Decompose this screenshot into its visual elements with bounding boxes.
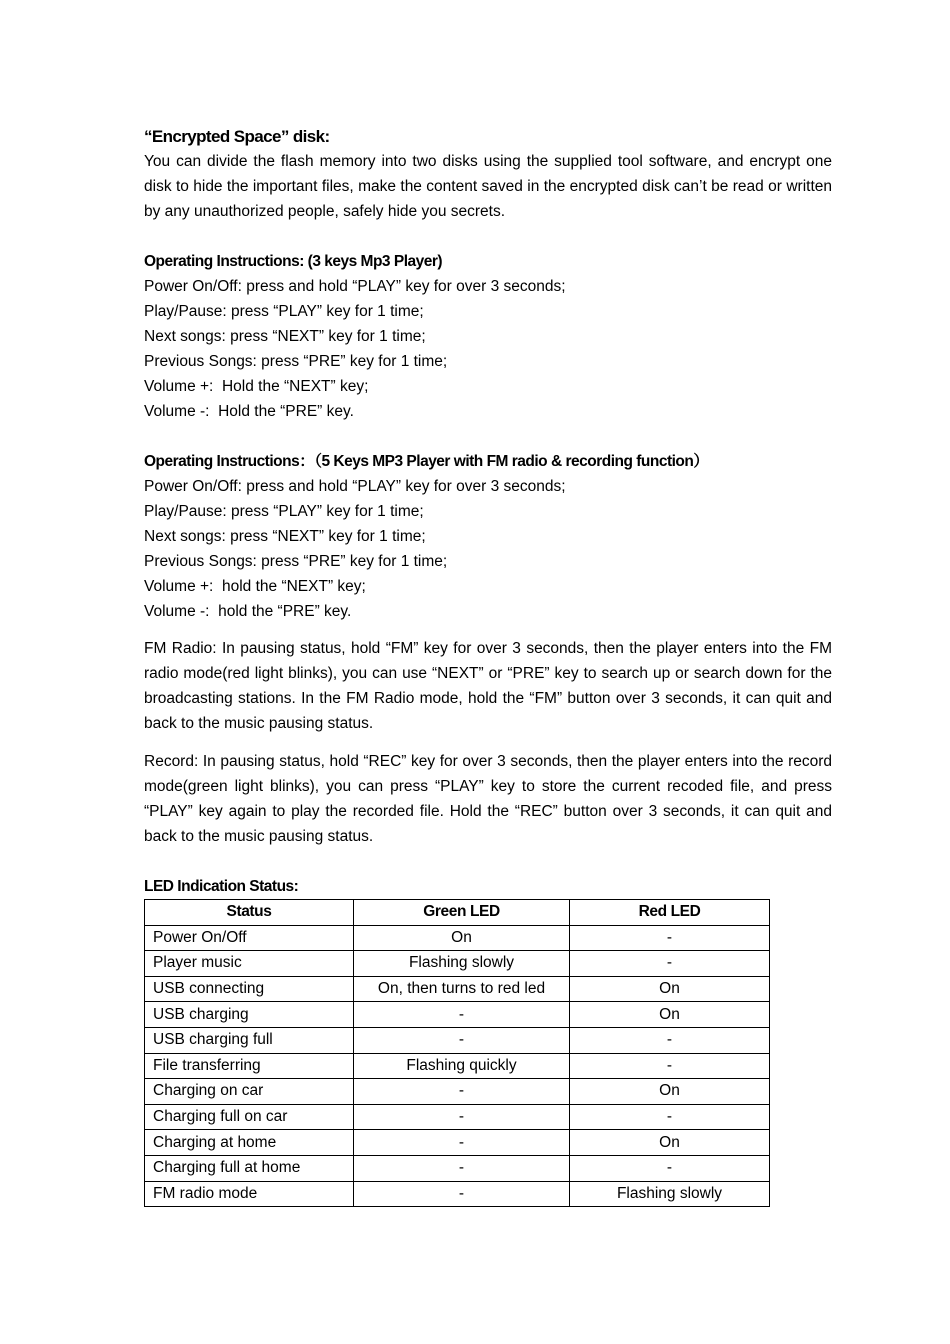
- three-keys-heading: Operating Instructions: (3 keys Mp3 Player): [144, 253, 443, 270]
- table-row: [145, 1181, 770, 1207]
- table-row: [145, 1155, 770, 1181]
- green-led-cell: -: [354, 1130, 570, 1156]
- red-led-cell: -: [570, 1027, 770, 1053]
- green-led-cell: Flashing quickly: [354, 1053, 570, 1079]
- red-led-cell: -: [570, 1155, 770, 1181]
- red-led-cell: On: [570, 1130, 770, 1156]
- table-row: [145, 1079, 770, 1105]
- red-led-cell: On: [570, 976, 770, 1002]
- status-cell: File transferring: [145, 1053, 354, 1079]
- encrypted-space-body: You can divide the flash memory into two disks using the supplied tool software, and encrypt one disk to hide the important files, make the content saved in the encrypted disk can’t be read or written by any unauthorized people, safely hide you secrets.: [144, 153, 832, 220]
- table-row: [145, 1130, 770, 1156]
- red-led-cell: On: [570, 1079, 770, 1105]
- red-led-cell: On: [570, 1002, 770, 1028]
- five-keys-instructions: [144, 474, 832, 624]
- instruction-line: Previous Songs: press “PRE” key for 1 time;: [144, 353, 448, 370]
- green-led-cell: -: [354, 1155, 570, 1181]
- table-row: [145, 976, 770, 1002]
- instruction-line: Next songs: press “NEXT” key for 1 time;: [144, 328, 426, 345]
- instruction-line: Volume -: hold the “PRE” key.: [144, 603, 352, 620]
- status-cell: Power On/Off: [145, 925, 354, 951]
- header-red-led: Red LED: [570, 900, 770, 926]
- table-header-row: [145, 900, 770, 926]
- green-led-cell: On, then turns to red led: [354, 976, 570, 1002]
- status-cell: Charging at home: [145, 1130, 354, 1156]
- instruction-line: Next songs: press “NEXT” key for 1 time;: [144, 528, 426, 545]
- instruction-line: Play/Pause: press “PLAY” key for 1 time;: [144, 303, 424, 320]
- table-row: [145, 925, 770, 951]
- instruction-line: Play/Pause: press “PLAY” key for 1 time;: [144, 503, 424, 520]
- red-led-cell: -: [570, 1053, 770, 1079]
- table-row: [145, 951, 770, 977]
- status-cell: USB charging: [145, 1002, 354, 1028]
- green-led-cell: On: [354, 925, 570, 951]
- green-led-cell: Flashing slowly: [354, 951, 570, 977]
- led-table-caption: LED Indication Status:: [144, 878, 299, 895]
- instruction-line: Volume -: Hold the “PRE” key.: [144, 403, 354, 420]
- status-cell: FM radio mode: [145, 1181, 354, 1207]
- five-keys-heading: Operating Instructions：（5 Keys MP3 Player with FM radio & recording function）: [144, 453, 709, 470]
- instruction-line: Previous Songs: press “PRE” key for 1 time;: [144, 553, 448, 570]
- table-row: [145, 1104, 770, 1130]
- table-row: [145, 1053, 770, 1079]
- red-led-cell: -: [570, 925, 770, 951]
- status-cell: Charging full at home: [145, 1155, 354, 1181]
- status-cell: USB connecting: [145, 976, 354, 1002]
- header-green-led: Green LED: [354, 900, 570, 926]
- instruction-line: Power On/Off: press and hold “PLAY” key for over 3 seconds;: [144, 278, 566, 295]
- status-cell: Player music: [145, 951, 354, 977]
- document-page: [144, 124, 832, 1207]
- instruction-line: Volume +: hold the “NEXT” key;: [144, 578, 366, 595]
- red-led-cell: -: [570, 1104, 770, 1130]
- record-paragraph: Record: In pausing status, hold “REC” key for over 3 seconds, then the player enters into the record mode(green light blinks), you can press “PLAY” key to store the current recoded file, and press “PLAY” key again to play the recorded file. Hold the “REC” button over 3 seconds, it can quit and back to the music pausing status.: [144, 753, 832, 845]
- encrypted-space-heading: “Encrypted Space” disk:: [144, 127, 330, 146]
- green-led-cell: -: [354, 1079, 570, 1105]
- header-status: Status: [145, 900, 354, 926]
- status-cell: Charging full on car: [145, 1104, 354, 1130]
- red-led-cell: Flashing slowly: [570, 1181, 770, 1207]
- fm-radio-paragraph: FM Radio: In pausing status, hold “FM” key for over 3 seconds, then the player enters into the FM radio mode(red light blinks), you can use “NEXT” or “PRE” key to search up or search down for the broadcasting stations. In the FM Radio mode, hold the “FM” button over 3 seconds, it can quit and back to the music pausing status.: [144, 640, 832, 732]
- status-cell: Charging on car: [145, 1079, 354, 1105]
- green-led-cell: -: [354, 1181, 570, 1207]
- green-led-cell: -: [354, 1002, 570, 1028]
- led-status-table: [144, 899, 770, 1207]
- three-keys-instructions: [144, 274, 832, 424]
- table-row: [145, 1027, 770, 1053]
- red-led-cell: -: [570, 951, 770, 977]
- table-row: [145, 1002, 770, 1028]
- status-cell: USB charging full: [145, 1027, 354, 1053]
- instruction-line: Power On/Off: press and hold “PLAY” key for over 3 seconds;: [144, 478, 566, 495]
- green-led-cell: -: [354, 1104, 570, 1130]
- green-led-cell: -: [354, 1027, 570, 1053]
- instruction-line: Volume +: Hold the “NEXT” key;: [144, 378, 369, 395]
